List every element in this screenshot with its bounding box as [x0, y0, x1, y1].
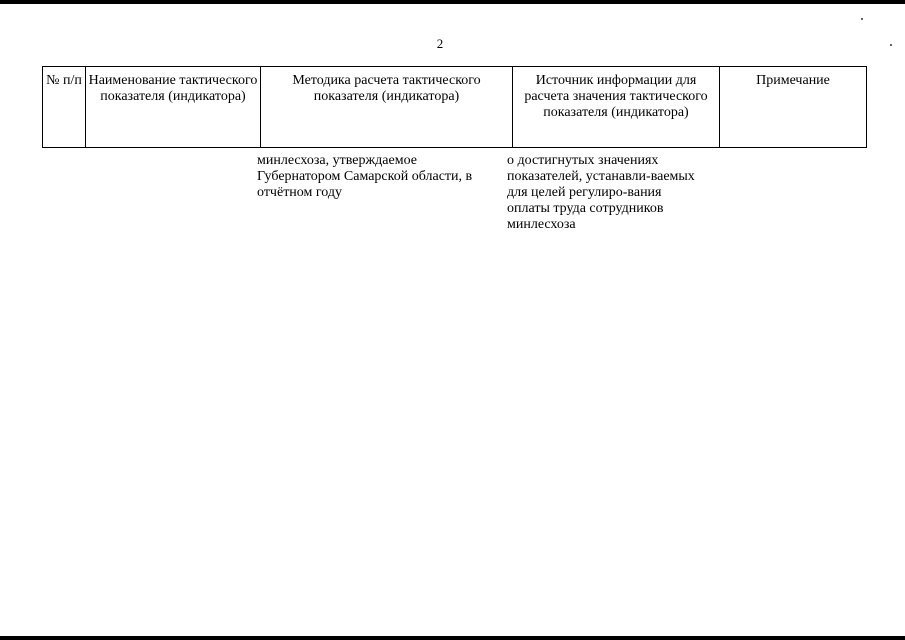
- header-cell-note: Примечание: [720, 67, 867, 148]
- header-cell-method: Методика расчета тактического показателя (индикатора): [261, 67, 513, 148]
- scan-speck: [861, 18, 863, 20]
- indicator-table-header: [42, 66, 867, 148]
- header-cell-source: Источник информации для расчета значения тактического показателя (индикатора): [513, 67, 720, 148]
- table-header-row: [43, 67, 867, 148]
- scan-border-bottom: [0, 636, 905, 640]
- scan-border-top: [0, 0, 905, 4]
- table-row-method-text: минлесхоза, утверждаемое Губернатором Самарской области, в отчётном году: [257, 153, 473, 200]
- header-cell-name: Наименование тактического показателя (индикатора): [86, 67, 261, 148]
- header-cell-number: № п/п: [43, 67, 86, 148]
- table-row-source-text: о достигнутых значениях показателей, устанавли-ваемых для целей регулиро-вания оплаты труда сотрудников минлесхоза: [507, 153, 695, 232]
- scan-speck: [890, 44, 892, 46]
- page-number: 2: [436, 36, 444, 51]
